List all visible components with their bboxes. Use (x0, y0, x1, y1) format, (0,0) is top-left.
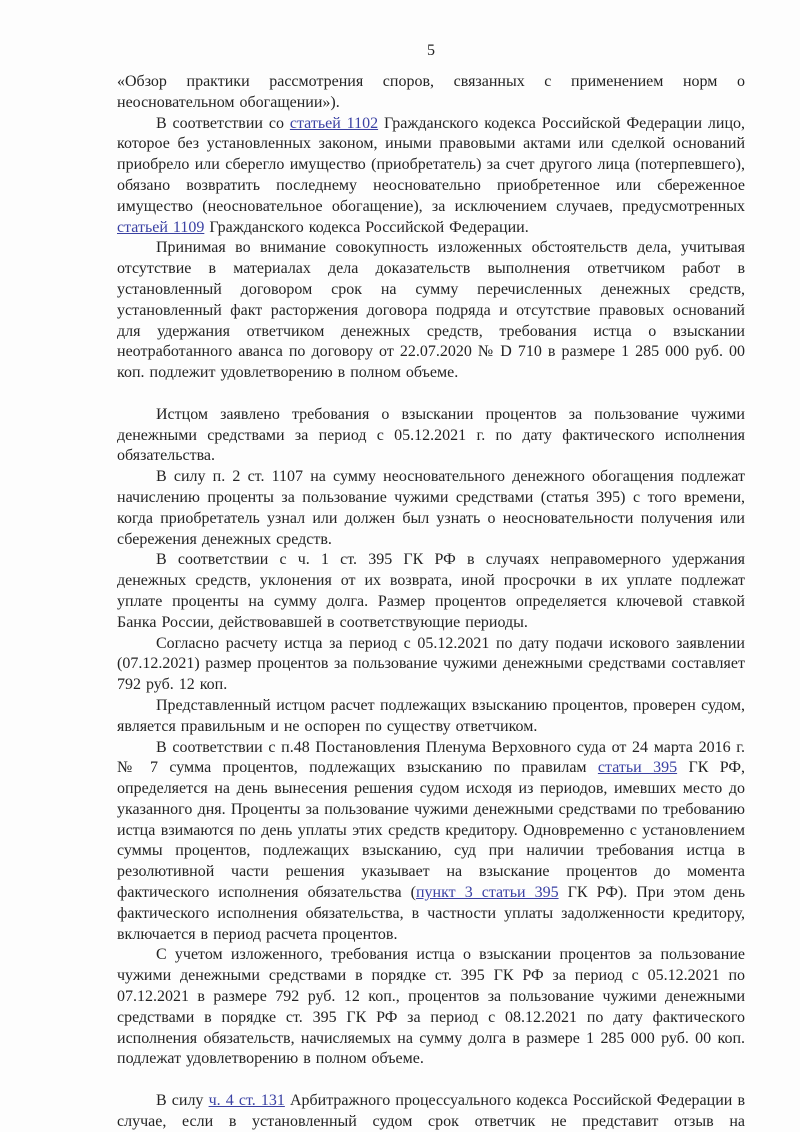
text-run: Принимая во внимание совокупность изложенных обстоятельств дела, учитывая отсутствие в материалах дела доказательств выполнения ответчиком работ в установленный договором срок на сумму перечисленных денежных средств, установленный факт расторжения договора подряда и отсутствие правовых оснований для удержания ответчиком денежных средств, требования истца о взыскании неотработанного аванса по договору от 22.07.2020 № D 710 в размере 1 285 000 руб. 00 коп. подлежит удовлетворению в полном объеме. (117, 239, 745, 382)
paragraph (117, 945, 745, 1070)
text-run: С учетом изложенного, требования истца о взыскании процентов за пользование чужими денежными средствами в порядке ст. 395 ГК РФ за период с 05.12.2021 по 07.12.2021 в размере 792 руб. 12 коп., процентов за пользование чужими денежными средствами в порядке ст. 395 ГК РФ за период с 08.12.2021 по дату фактического исполнения обязательств, начисляемых на сумму долга в размере 1 285 000 руб. 00 коп. подлежат удовлетворению в полном объеме. (117, 946, 745, 1068)
text-run: Гражданского кодекса Российской Федерации. (204, 218, 529, 236)
text-run: В силу п. 2 ст. 1107 на сумму неосновательного денежного обогащения подлежат начислению проценты за пользование чужими средствами (статья 395) с того времени, когда приобретатель узнал или должен был узнать о неосновательности получения или сбережения денежных средств. (117, 468, 745, 548)
paragraph (117, 634, 745, 696)
paragraph (117, 696, 745, 738)
inline-link[interactable]: статьей 1109 (117, 218, 205, 236)
paragraph (117, 550, 745, 633)
inline-link[interactable]: пункт 3 статьи 395 (415, 884, 559, 902)
text-run: Арбитражного процессуального кодекса Российской Федерации в случае, если в установленный судом срок ответчик не представит отзыв на (117, 1092, 746, 1130)
text-run: Представленный истцом расчет подлежащих взысканию процентов, проверен судом, является правильным и не оспорен по существу ответчиком. (117, 696, 745, 735)
text-run: ГК РФ). При этом день фактического исполнения обязательства, в частности уплаты задолженности кредитору, включается в период расчета процентов. (117, 884, 746, 943)
text-run: В соответствии с п.48 Постановления Пленума Верховного суда от 24 марта 2016 г. № 7 сумма процентов, подлежащих взысканию по правилам (117, 738, 745, 777)
inline-link[interactable]: статьи 395 (597, 759, 678, 777)
text-run: ГК РФ, определяется на день вынесения решения судом исходя из периодов, имевших место до указанного дня. Проценты за пользование чужими денежными средствами по требованию истца взимаются по день уплаты этих средств кредитору. Одновременно с установлением суммы процентов, подлежащих взысканию, суд при наличии требования истца в резолютивной части решения указывает на взыскание процентов до момента фактического исполнения обязательства ( (117, 759, 745, 902)
inline-link[interactable]: ч. 4 ст. 131 (208, 1092, 285, 1110)
page-number: 5 (427, 42, 435, 59)
document-body (117, 72, 745, 1132)
paragraph (117, 238, 745, 384)
text-run: Истцом заявлено требования о взыскании процентов за пользование чужими денежными средствами за период с 05.12.2021 г. по дату фактического исполнения обязательства. (117, 405, 745, 465)
text-run: «Обзор практики рассмотрения споров, связанных с применением норм о неосновательном обогащении»). (117, 73, 745, 111)
text-run: Гражданского кодекса Российской Федерации лицо, которое без установленных законом, иными правовыми актами или сделкой оснований приобрело или сберегло имущество (приобретатель) за счет другого лица (потерпевшего), обязано возвратить последнему неосновательно приобретенное или сбереженное имущество (неосновательное обогащение), за исключением случаев, предусмотренных (117, 114, 746, 215)
text-run: В соответствии со (156, 114, 290, 132)
paragraph (117, 405, 745, 467)
paragraph (117, 467, 745, 550)
inline-link[interactable]: статьей 1102 (289, 114, 379, 132)
text-run: В соответствии с ч. 1 ст. 395 ГК РФ в случаях неправомерного удержания денежных средств, уклонения от их возврата, иной просрочки в их уплате подлежат уплате проценты на сумму долга. Размер процентов определяется ключевой ставкой Банка России, действовавшей в соответствующие периоды. (117, 551, 745, 631)
paragraph (117, 738, 745, 946)
paragraph (117, 1091, 745, 1132)
paragraph (117, 72, 745, 114)
paragraph (117, 114, 745, 239)
text-run: В силу (156, 1092, 209, 1110)
text-run: Согласно расчету истца за период с 05.12.2021 по дату подачи искового заявлении (07.12.2021) размер процентов за пользование чужими денежными средствами составляет 792 руб. 12 коп. (117, 634, 745, 694)
